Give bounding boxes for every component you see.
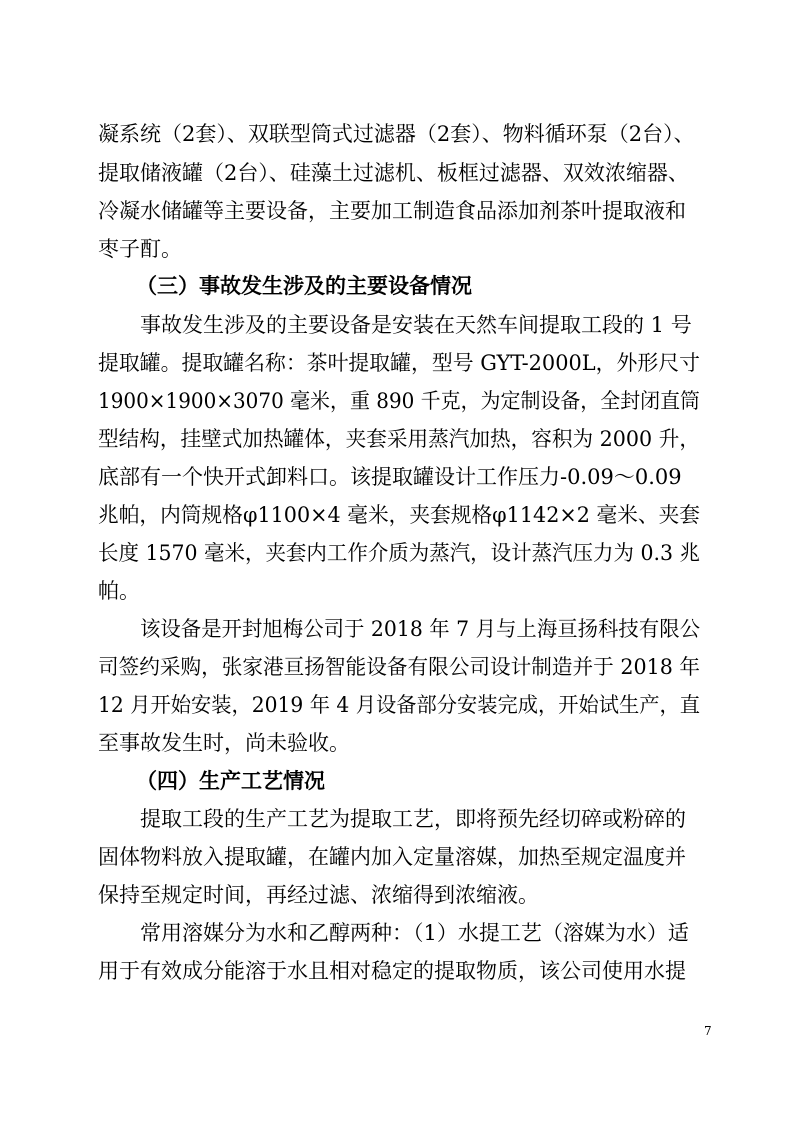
paragraph-line: 提取储液罐（2台）、硅藻土过滤机、板框过滤器、双效浓缩器、 bbox=[98, 161, 689, 185]
paragraph-line: 常用溶媒分为水和乙醇两种：（1）水提工艺（溶媒为水）适 bbox=[140, 921, 689, 945]
paragraph-line: 帕。 bbox=[98, 579, 140, 603]
paragraph-line: 用于有效成分能溶于水且相对稳定的提取物质，该公司使用水提 bbox=[98, 959, 686, 983]
page-number: 7 bbox=[704, 1024, 712, 1038]
paragraph-line: 12 月开始安装，2019 年 4 月设备部分安装完成，开始试生产，直 bbox=[98, 693, 701, 717]
paragraph-line: 事故发生涉及的主要设备是安装在天然车间提取工段的 1 号 bbox=[140, 313, 692, 337]
paragraph-line: 枣子酊。 bbox=[98, 237, 182, 261]
paragraph-line: 兆帕，内筒规格φ1100×4 毫米，夹套规格φ1142×2 毫米、夹套 bbox=[98, 503, 701, 527]
paragraph-line: 长度 1570 毫米，夹套内工作介质为蒸汽，设计蒸汽压力为 0.3 兆 bbox=[98, 541, 700, 565]
paragraph-line: 底部有一个快开式卸料口。该提取罐设计工作压力-0.09～0.09 bbox=[98, 465, 682, 489]
paragraph-line: 至事故发生时，尚未验收。 bbox=[98, 731, 350, 755]
paragraph-line: 冷凝水储罐等主要设备，主要加工制造食品添加剂茶叶提取液和 bbox=[98, 199, 686, 223]
paragraph-line: 1900×1900×3070 毫米，重 890 千克，为定制设备，全封闭直筒 bbox=[98, 389, 701, 413]
paragraph-line: 司签约采购，张家港亘扬智能设备有限公司设计制造并于 2018 年 bbox=[98, 655, 701, 679]
paragraph-line: 凝系统（2套）、双联型筒式过滤器（2套）、物料循环泵（2台）、 bbox=[98, 122, 695, 146]
paragraph-line: 型结构，挂壁式加热罐体，夹套采用蒸汽加热，容积为 2000 升， bbox=[98, 427, 701, 451]
section-heading: （四）生产工艺情况 bbox=[136, 768, 325, 793]
section-heading: （三）事故发生涉及的主要设备情况 bbox=[136, 273, 472, 298]
paragraph-line: 保持至规定时间，再经过滤、浓缩得到浓缩液。 bbox=[98, 883, 539, 907]
paragraph-line: 该设备是开封旭梅公司于 2018 年 7 月与上海亘扬科技有限公 bbox=[140, 617, 701, 641]
paragraph-line: 提取工段的生产工艺为提取工艺，即将预先经切碎或粉碎的 bbox=[140, 807, 686, 831]
paragraph-line: 固体物料放入提取罐，在罐内加入定量溶媒，加热至规定温度并 bbox=[98, 845, 686, 869]
paragraph-line: 提取罐。提取罐名称：茶叶提取罐，型号 GYT-2000L，外形尺寸 bbox=[98, 351, 700, 375]
